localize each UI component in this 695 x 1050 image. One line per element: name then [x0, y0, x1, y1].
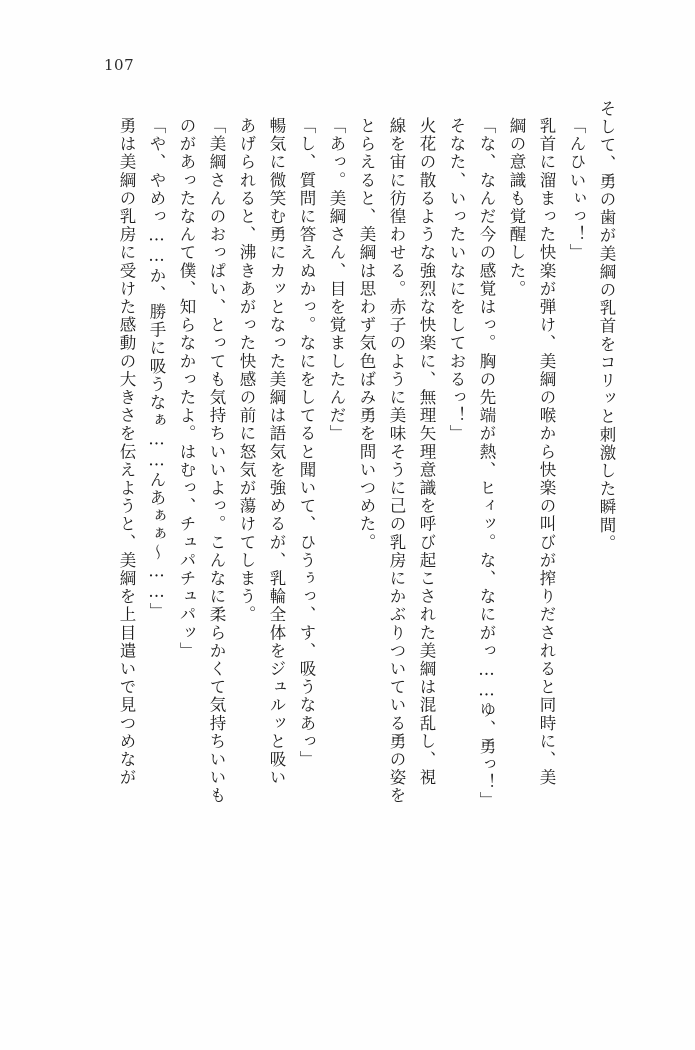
text-line: そして、勇の歯が美綱の乳首をコリッと刺激した瞬間。 — [597, 100, 616, 553]
page-number: 107 — [104, 56, 135, 74]
text-line: 「し、質問に答えぬかっ。なにをしてると聞いて、ひうぅっ、す、吸うなあっ」 — [297, 117, 316, 769]
text-line: 「な、なんだ今の感覚はっ。胸の先端が熱、ヒィッ。な、なにがっ……ゆ、勇っ！」 — [477, 117, 496, 810]
text-line: 暢気に微笑む勇にカッとなった美綱は語気を強めるが、乳輪全体をジュルッと吸い — [267, 117, 286, 787]
text-line: あげられると、沸きあがった快感の前に怒気が蕩けてしまう。 — [237, 117, 256, 624]
text-line: のがあったなんて僕、知らなかったよ。はむっ、チュパチュパッ」 — [177, 117, 196, 660]
text-line: 「美綱さんのおっぱい、とっても気持ちいいよっ。こんなに柔らかくて気持ちいいも — [207, 117, 226, 805]
text-line: 線を宙に彷徨わせる。赤子のように美味そうに己の乳房にかぶりついている勇の姿を — [387, 117, 406, 805]
text-line: 乳首に溜まった快楽が弾け、美綱の喉から快楽の叫びが搾りだされると同時に、美 — [537, 117, 556, 787]
text-line: とらえると、美綱は思わず気色ばみ勇を問いつめた。 — [357, 117, 376, 552]
vertical-text-body — [61, 100, 621, 980]
text-line: 「んひいぃっ！」 — [567, 117, 586, 262]
text-line: 勇は美綱の乳房に受けた感動の大きさを伝えようと、美綱を上目遣いで見つめなが — [117, 117, 136, 787]
text-line: 綱の意識も覚醒した。 — [507, 117, 526, 298]
text-line: 「あっ。美綱さん、目を覚ましたんだ」 — [327, 117, 346, 443]
text-line: そなた、いったいなにをしておるっ！」 — [447, 117, 466, 443]
text-line: 「や、やめっ……か、勝手に吸うなぁ……んあぁぁ〜……」 — [147, 117, 166, 621]
text-line: 火花の散るような強烈な快楽に、無理矢理意識を呼び起こされた美綱は混乱し、視 — [417, 117, 436, 787]
